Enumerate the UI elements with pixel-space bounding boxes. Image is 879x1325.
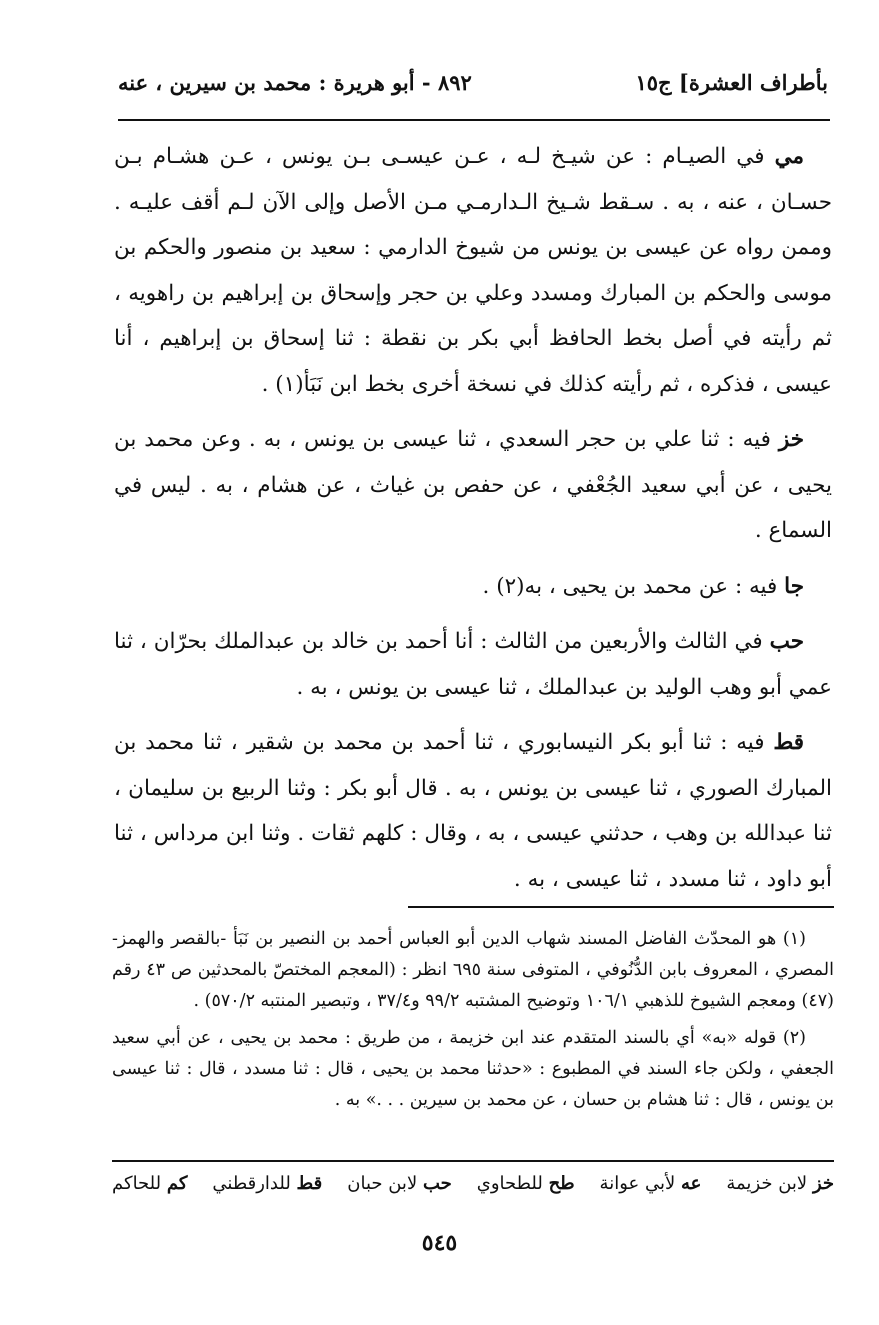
footnotes bbox=[112, 924, 834, 1122]
header-volume-title: بأطراف العشرة] ج١٥ bbox=[635, 69, 828, 95]
abbreviation-key bbox=[112, 1173, 834, 1194]
source-sigla: حب bbox=[769, 629, 804, 654]
abbreviation-code: كم bbox=[166, 1173, 188, 1194]
abbreviation-label: لابن حبان bbox=[347, 1173, 418, 1194]
header-divider bbox=[118, 119, 830, 121]
abbreviation-label: للطحاوي bbox=[476, 1173, 543, 1194]
paragraph-hb bbox=[114, 619, 832, 710]
abbreviation-code: خز bbox=[812, 1173, 834, 1194]
footnote-divider bbox=[408, 906, 834, 908]
paragraph-text: فيه : ثنا أبو بكر النيسابوري ، ثنا أحمد بن محمد بن شقير ، ثنا محمد بن المبارك الصوري ، ثنا عيسى بن يونس ، به . قال أبو بكر : وثنا الربيع بن سليمان ، ثنا عبدالله بن وهب ، حدثني عيسى ، به ، وقال : كلهم ثقات . وثنا ابن مرداس ، ثنا أبو داود ، ثنا مسدد ، ثنا عيسى ، به . bbox=[114, 730, 832, 892]
footnote-2: (٢) قوله «به» أي بالسند المتقدم عند ابن خزيمة ، من طريق : محمد بن يحيى ، عن أبي سعيد الجعفي ، ولكن جاء السند في المطبوع : «حدثنا محمد بن يحيى ، قال : ثنا مسدد ، قال : ثنا عيسى بن يونس ، قال : ثنا هشام بن حسان ، عن محمد بن سيرين . . .» به . bbox=[112, 1028, 834, 1110]
paragraph-text: فيه : عن محمد بن يحيى ، به(٢) . bbox=[482, 573, 785, 599]
abbreviation-label: لأبي عوانة bbox=[599, 1173, 676, 1194]
abbreviation-code: طح bbox=[548, 1173, 575, 1194]
running-header bbox=[118, 62, 828, 102]
abbreviation-code: حب bbox=[422, 1173, 452, 1194]
abbreviation-item bbox=[212, 1173, 322, 1194]
abbreviation-item bbox=[347, 1173, 452, 1194]
paragraph-khz bbox=[114, 417, 832, 554]
source-sigla: قط bbox=[773, 730, 804, 755]
abbreviation-label: للدارقطني bbox=[212, 1173, 291, 1194]
abbreviation-code: عه bbox=[680, 1173, 702, 1194]
abbreviation-code: قط bbox=[296, 1173, 323, 1194]
header-hadith-title: ٨٩٢ - أبو هريرة : محمد بن سيرين ، عنه bbox=[118, 69, 472, 95]
source-sigla: خز bbox=[778, 427, 804, 452]
page-number: ٥٤٥ bbox=[421, 1230, 458, 1256]
abbreviation-item bbox=[477, 1173, 575, 1194]
abbreviation-item bbox=[726, 1173, 834, 1194]
main-text bbox=[114, 134, 832, 912]
source-sigla: جا bbox=[784, 573, 804, 599]
abbreviation-item bbox=[600, 1173, 702, 1194]
abbreviation-divider bbox=[112, 1160, 834, 1162]
paragraph-text: في الصيـام : عن شيـخ لـه ، عـن عيسـى بـن يونس ، عـن هشـام بـن حسـان ، عنه ، به . سـقط شـيخ الـدارمـي مـن الأصل وإلى الآن لـم أقف عليـه . وممن رواه عن عيسى بن يونس من شيوخ الدارمي : سعيد بن منصور والحكم بن موسى والحكم بن المبارك ومسدد وعلي بن حجر وإسحاق بن إبراهيم بن راهويه ، ثم رأيته في أصل بخط الحافظ أبي بكر بن نقطة : ثنا إسحاق بن إبراهيم ، أنا عيسى ، فذكره ، ثم رأيته كذلك في نسخة أخرى بخط ابن نَبَأ(١) . bbox=[114, 144, 832, 397]
abbreviation-label: للحاكم bbox=[112, 1173, 162, 1194]
paragraph-ja bbox=[114, 564, 832, 610]
paragraph-text: في الثالث والأربعين من الثالث : أنا أحمد بن خالد بن عبدالملك بحرّان ، ثنا عمي أبو وهب الوليد بن عبدالملك ، ثنا عيسى بن يونس ، به . bbox=[114, 629, 832, 700]
paragraph-qt bbox=[114, 720, 832, 902]
abbreviation-item bbox=[112, 1173, 187, 1194]
source-sigla: مي bbox=[774, 144, 804, 169]
abbreviation-label: لابن خزيمة bbox=[726, 1173, 808, 1194]
paragraph-mi bbox=[114, 134, 832, 407]
paragraph-text: فيه : ثنا علي بن حجر السعدي ، ثنا عيسى بن يونس ، به . وعن محمد بن يحيى ، عن أبي سعيد الجُعْفي ، عن حفص بن غياث ، عن هشام ، به . ليس في السماع . bbox=[114, 427, 832, 543]
footnote-1: (١) هو المحدّث الفاضل المسند شهاب الدين أبو العباس أحمد بن النصير بن نَبَأ -بالقصر والهمز- المصري ، المعروف بابن الدُّنُوفي ، المتوفى سنة ٦٩٥ انظر : (المعجم المختصّ بالمحدثين ص ٤٣ رقم (٤٧) ومعجم الشيوخ للذهبي ١٠٦/١ وتوضيح المشتبه ٩٩/٢ و٣٧/٤ ، وتبصير المنتبه ٥٧٠/٢) . bbox=[112, 929, 834, 1011]
